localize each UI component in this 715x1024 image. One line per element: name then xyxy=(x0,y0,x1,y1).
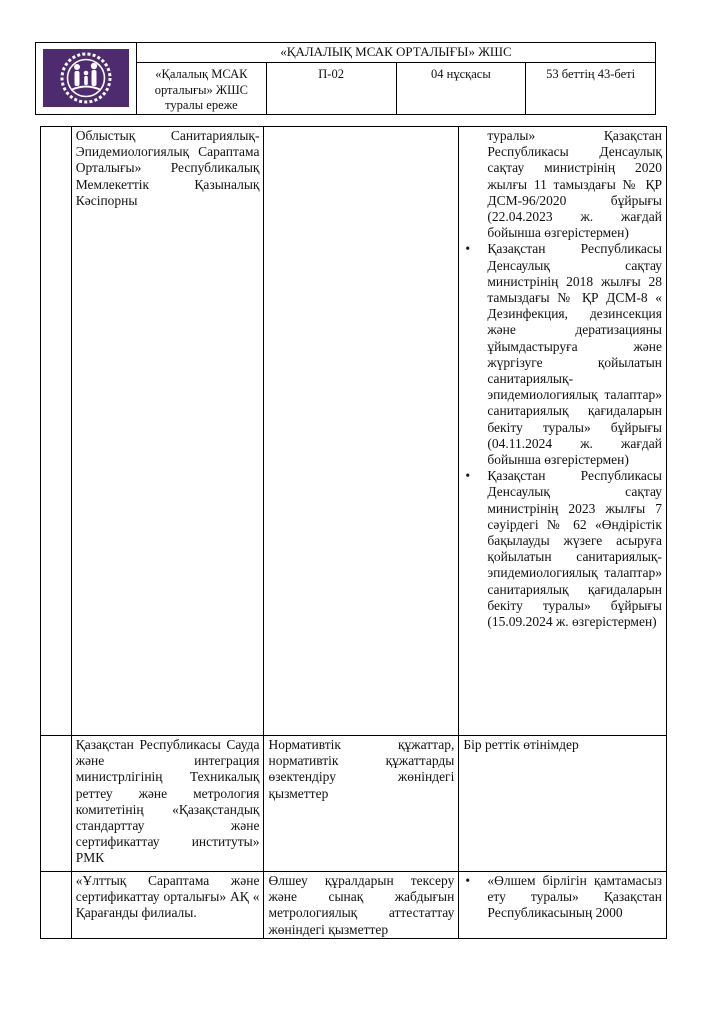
document-code: П-02 xyxy=(266,63,396,115)
bullet-list xyxy=(463,873,662,922)
organization-name: Қазақстан Республикасы Сауда және интеграция министрлігінің Техникалық реттеу және метрология комитетінің «Қазақстандық стандарттау және сертификаттау институты» РМК xyxy=(75,737,260,866)
document-header xyxy=(35,42,656,115)
list-item: • Қазақстан Республикасы Денсаулық сақтау министрінің 2023 жылғы 7 сәуірдегі № 62 «Өндірістік бақылауды жүзеге асыруға қойылатын санитариялық-эпидемиологиялық талаптар» санитариялық қағидаларын бекіту туралы» бұйрығы (15.09.2024 ж. өзгерістермен) xyxy=(465,468,662,630)
continuation-text: туралы» Қазақстан Республикасы Денсаулық сақтау министрінің 2020 жылғы 11 тамыздағы № ҚР ДСМ-96/2020 бұйрығы (22.04.2023 ж. жағдай бойынша өзгерістермен) xyxy=(487,128,662,241)
basis-text: Бір реттік өтінімдер xyxy=(463,737,579,752)
service-cell xyxy=(264,127,459,736)
contractors-table xyxy=(40,126,667,939)
organization-name: Облыстық Санитариялық-Эпидемиологиялық Сараптама Орталығы» Республикалық Мемлекеттік Қазыналық Кәсіпорны xyxy=(75,128,260,208)
organization-name: «Ұлттық Сараптама және сертификаттау орталығы» АҚ « Қарағанды филиалы. xyxy=(75,873,260,921)
table-row xyxy=(41,127,667,736)
list-item-text: «Өлшем бірлігін қамтамасыз ету туралы» Қазақстан Республикасының 2000 xyxy=(487,873,662,921)
page-info: 53 беттің 43-беті xyxy=(526,63,656,115)
list-item-text: Қазақстан Республикасы Денсаулық сақтау министрінің 2018 жылғы 28 тамыздағы № ҚР ДСМ-8 « Дезинфекция, дезинсекция және дератизацияны ұйымдастыруға және жүргізуге қойылатын санитариялық-эпидемиологиялық талаптар» санитариялық қағидаларын бекіту туралы» бұйрығы (04.11.2024 ж. жағдай бойынша өзгерістермен) xyxy=(487,241,662,468)
organization-cell xyxy=(71,127,264,736)
service-cell xyxy=(264,872,459,939)
table-row xyxy=(41,872,667,939)
organization-cell xyxy=(71,736,264,872)
logo-cell xyxy=(36,43,137,115)
bullet-list xyxy=(463,241,662,630)
organization-cell xyxy=(71,872,264,939)
service-cell xyxy=(264,736,459,872)
basis-cell xyxy=(459,872,667,939)
list-item: • «Өлшем бірлігін қамтамасыз ету туралы» Қазақстан Республикасының 2000 xyxy=(465,873,662,921)
organization-logo xyxy=(43,49,129,107)
document-name: «Қалалық МСАК орталығы» ЖШС туралы ереже xyxy=(137,63,267,115)
service-text: Өлшеу құралдарын тексеру және сынақ жабдығын метрологиялық аттестаттау жөніндегі қызметтер xyxy=(268,873,455,937)
family-emblem-icon xyxy=(54,51,118,105)
document-version: 04 нұсқасы xyxy=(396,63,526,115)
row-number-cell xyxy=(41,127,72,736)
row-number-cell xyxy=(41,872,72,939)
list-item: • Қазақстан Республикасы Денсаулық сақтау министрінің 2018 жылғы 28 тамыздағы № ҚР ДСМ-8 « Дезинфекция, дезинсекция және дератизацияны ұйымдастыруға және жүргізуге қойылатын санитариялық-эпидемиологиялық талаптар» санитариялық қағидаларын бекіту туралы» бұйрығы (04.11.2024 ж. жағдай бойынша өзгерістермен) xyxy=(465,241,662,468)
basis-cell xyxy=(459,736,667,872)
basis-cell xyxy=(459,127,667,736)
service-text: Нормативтік құжаттар, нормативтік құжаттарды өзектендіру жөніндегі қызметтер xyxy=(268,737,455,801)
table-row xyxy=(41,736,667,872)
header-title: «ҚАЛАЛЫҚ МСАК ОРТАЛЫҒЫ» ЖШС xyxy=(137,43,656,63)
list-item-text: Қазақстан Республикасы Денсаулық сақтау министрінің 2023 жылғы 7 сәуірдегі № 62 «Өндірістік бақылауды жүзеге асыруға қойылатын санитариялық-эпидемиологиялық талаптар» санитариялық қағидаларын бекіту туралы» бұйрығы (15.09.2024 ж. өзгерістермен) xyxy=(487,468,662,630)
row-number-cell xyxy=(41,736,72,872)
